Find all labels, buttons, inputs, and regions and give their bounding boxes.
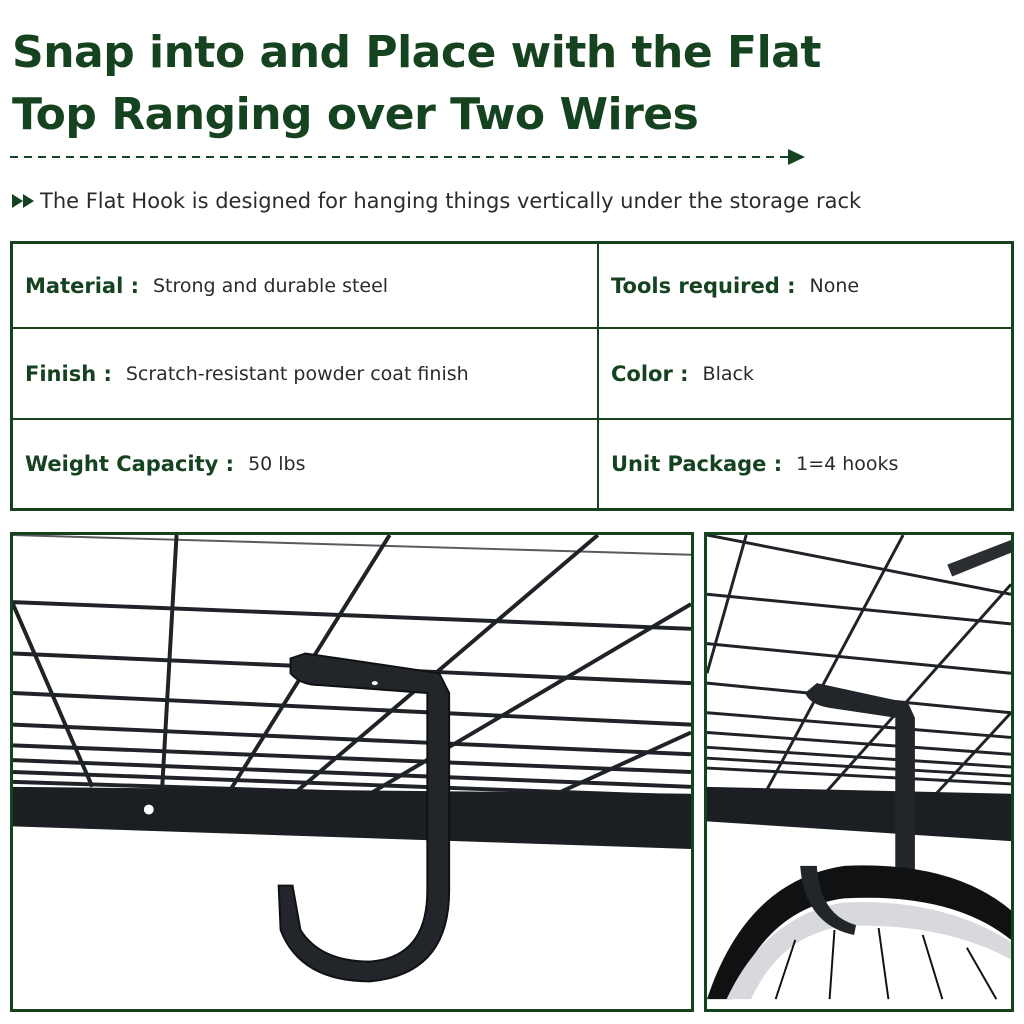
title-line-2: Top Ranging over Two Wires <box>12 89 699 140</box>
double-arrow-icon <box>12 193 36 209</box>
title-line-1: Snap into and Place with the Flat <box>12 27 821 78</box>
spec-package-value: 1=4 hooks <box>796 453 899 475</box>
subtitle-text: The Flat Hook is designed for hanging things vertically under the storage rack <box>40 189 862 213</box>
dashed-arrow-divider <box>10 148 805 166</box>
hook-with-wheel-illustration <box>707 535 1011 1009</box>
spec-table <box>10 241 1014 511</box>
spec-material <box>13 244 597 327</box>
spec-weight <box>13 420 597 508</box>
photo-hook-with-wheel <box>704 532 1014 1012</box>
spec-tools-value: None <box>809 274 860 297</box>
spec-package-label: Unit Package : <box>611 452 783 476</box>
spec-package <box>599 420 1011 508</box>
spec-material-value: Strong and durable steel <box>152 274 389 297</box>
spec-weight-value: 50 lbs <box>248 453 306 475</box>
spec-tools <box>599 244 1011 327</box>
spec-color-value: Black <box>702 362 754 385</box>
spec-tools-label: Tools required : <box>611 273 796 298</box>
photo-hook-on-rack <box>10 532 694 1012</box>
spec-finish-label: Finish : <box>25 361 112 386</box>
spec-finish-value: Scratch-resistant powder coat finish <box>125 362 469 385</box>
spec-material-label: Material : <box>25 273 139 298</box>
hook-on-rack-illustration <box>13 535 691 1009</box>
spec-color-label: Color : <box>611 361 689 386</box>
spec-finish <box>13 329 597 418</box>
spec-weight-label: Weight Capacity : <box>25 452 235 476</box>
page-title <box>12 22 1012 146</box>
subtitle <box>12 186 861 216</box>
spec-color <box>599 329 1011 418</box>
